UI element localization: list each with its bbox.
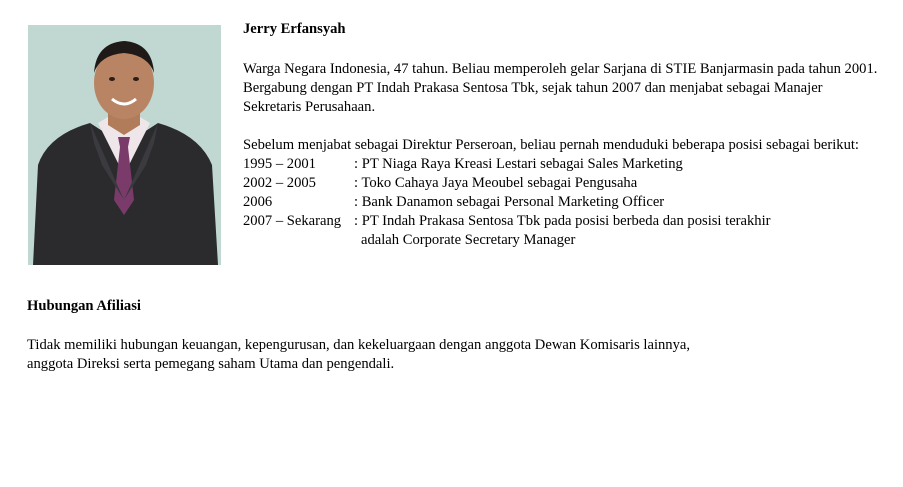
affiliation-line-1: Tidak memiliki hubungan keuangan, kepengurusan, dan kekeluargaan dengan anggota Dewan Komisaris lainnya, [27,337,691,353]
career-period: 2006 [243,194,273,210]
career-description: : PT Niaga Raya Kreasi Lestari sebagai Sales Marketing [354,156,683,172]
career-period: 1995 – 2001 [243,156,316,172]
affiliation-text [27,336,867,374]
career-period-empty [243,231,354,250]
biography-section [243,20,883,250]
affiliation-section [27,297,867,374]
bio-paragraph-career-intro: Sebelum menjabat sebagai Direktur Perseroan, beliau pernah menduduki beberapa posisi sebagai berikut: [243,137,859,153]
career-description-continuation: adalah Corporate Secretary Manager [361,232,576,248]
affiliation-line-2: anggota Direksi serta pemegang saham Utama dan pengendali. [27,356,395,372]
profile-photo [28,25,221,265]
bio-paragraph-education: Warga Negara Indonesia, 47 tahun. Beliau memperoleh gelar Sarjana di STIE Banjarmasin pada tahun 2001. Bergabung dengan PT Indah Prakasa Sentosa Tbk, sejak tahun 2007 dan menjabat sebagai Manajer Sekretaris Perusahaan. [243,61,878,115]
person-name: Jerry Erfansyah [243,21,346,37]
career-description: : Bank Danamon sebagai Personal Marketing Officer [354,194,665,210]
portrait-illustration [28,25,221,265]
career-description: : Toko Cahaya Jaya Meoubel sebagai Pengusaha [354,175,638,191]
career-description: : PT Indah Prakasa Sentosa Tbk pada posisi berbeda dan posisi terakhir [354,213,771,229]
career-history-list [243,155,883,250]
career-period: 2007 – Sekarang [243,213,342,229]
affiliation-heading: Hubungan Afiliasi [27,298,141,314]
career-period: 2002 – 2005 [243,175,316,191]
